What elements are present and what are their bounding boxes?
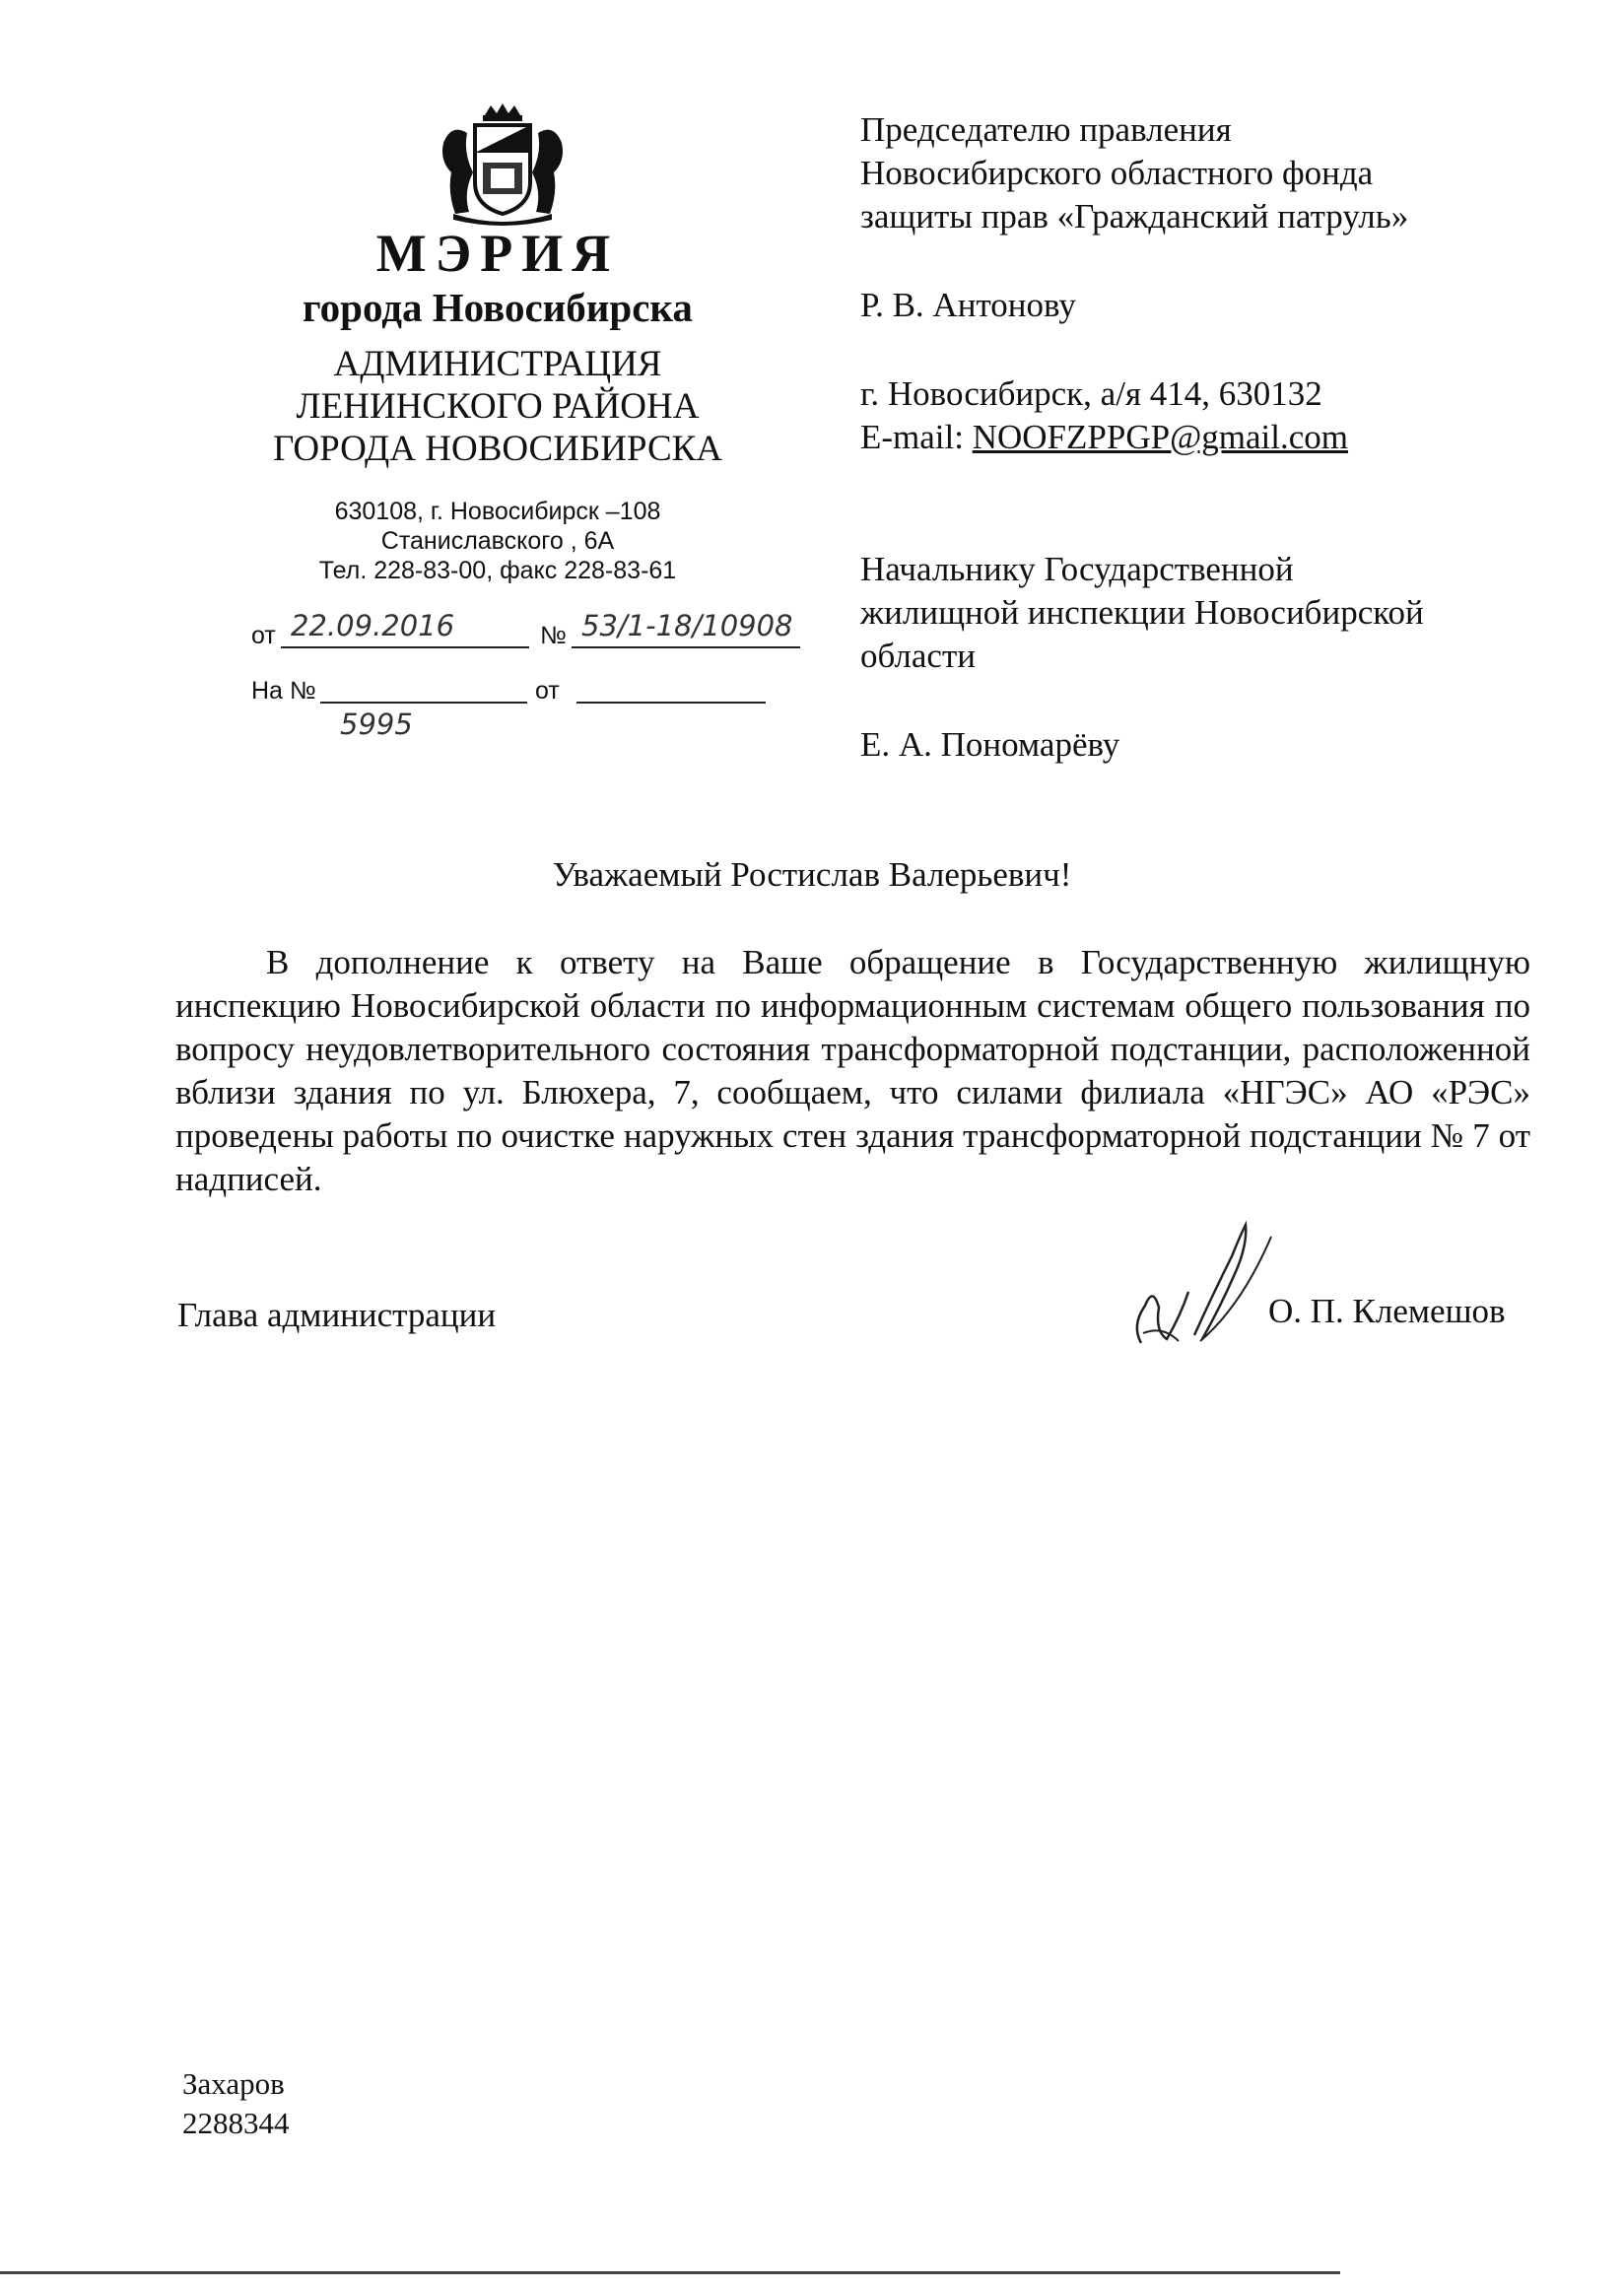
- recipient-2-line-2: жилищной инспекции Новосибирской: [860, 593, 1424, 632]
- reply-number-label: На №: [251, 677, 316, 705]
- meria-title: МЭРИЯ: [375, 224, 620, 283]
- letter-paragraph: В дополнение к ответу на Ваше обращение в Государственную жилищную инспекцию Новосибирской области по информационным системам общего пользования по вопросу неудовлетворительного состояния трансформаторной подстанции, расположенной вблизи здания по ул. Блюхера, 7, сообщаем, что силами филиала «НГЭС» АО «РЭС» проведены работы по очистке наружных стен здания трансформаторной подстанции № 7 от надписей.: [175, 943, 1530, 1198]
- coat-of-arms-emblem: [434, 103, 572, 227]
- reply-date-underline: [576, 702, 766, 704]
- city-title: города Новосибирска: [303, 285, 693, 330]
- handwritten-date: 22.09.2016: [291, 609, 455, 642]
- recipient-2-line-1: Начальнику Государственной: [860, 550, 1294, 588]
- email-label: E-mail:: [860, 418, 973, 456]
- recipient-1-email-line: [860, 416, 1348, 459]
- admin-title-line-2: ЛЕНИНСКОГО РАЙОНА: [296, 386, 700, 427]
- sender-address-line-1: 630108, г. Новосибирск –108: [334, 498, 661, 525]
- recipient-1-line-1: Председателю правления: [860, 110, 1232, 149]
- signatory-name: О. П. Клемешов: [1268, 1292, 1506, 1330]
- signer-position: Глава администрации: [177, 1296, 497, 1334]
- handwritten-signature: [1123, 1217, 1291, 1355]
- recipient-1-name: Р. В. Антонову: [860, 286, 1076, 324]
- executor-block: [182, 2064, 290, 2143]
- reply-date-label: от: [535, 677, 560, 705]
- reply-number-underline: [320, 702, 527, 704]
- bottom-scan-line: [0, 2271, 1340, 2274]
- recipient-1-line-2: Новосибирского областного фонда: [860, 154, 1374, 192]
- email-link[interactable]: NOOFZPPGP@gmail.com: [972, 418, 1349, 456]
- date-label: от: [251, 622, 276, 649]
- recipient-1-line-3: защиты прав «Гражданский патруль»: [860, 197, 1409, 236]
- salutation: Уважаемый Ростислав Валерьевич!: [552, 855, 1072, 894]
- handwritten-reply-number: 5995: [340, 707, 413, 741]
- date-underline: [281, 646, 529, 648]
- sender-phone-fax: Тел. 228-83-00, факс 228-83-61: [318, 557, 677, 584]
- admin-title-line-1: АДМИНИСТРАЦИЯ: [333, 344, 662, 384]
- executor-phone: 2288344: [182, 2106, 290, 2140]
- sender-address-line-2: Станиславского , 6А: [380, 527, 615, 555]
- number-underline: [572, 646, 800, 648]
- executor-name: Захаров: [182, 2066, 285, 2101]
- letter-body: [175, 941, 1530, 1201]
- admin-title-line-3: ГОРОДА НОВОСИБИРСКА: [272, 429, 723, 469]
- handwritten-outgoing-number: 53/1-18/10908: [581, 609, 793, 642]
- recipient-1-address: г. Новосибирск, а/я 414, 630132: [860, 374, 1322, 413]
- number-label: №: [540, 622, 567, 649]
- recipient-2-line-3: области: [860, 637, 976, 675]
- recipient-2-name: Е. А. Пономарёву: [860, 725, 1120, 764]
